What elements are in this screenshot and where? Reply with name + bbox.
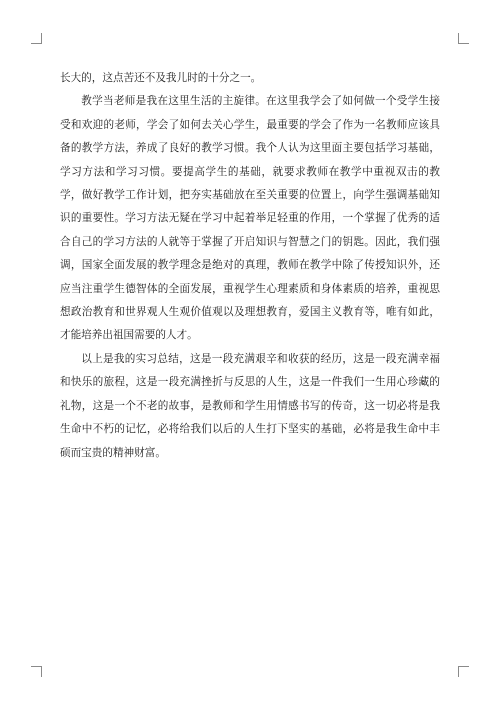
crop-mark-top-right <box>458 33 469 44</box>
paragraph-continuation: 长大的，这点苦还不及我儿时的十分之一。 <box>60 72 262 84</box>
paragraph-summary: 以上是我的实习总结，这是一段充满艰辛和收获的经历，这是一段充满幸福和快乐的旅程，这是一段充满挫折与反思的人生，这是一件我们一生用心珍藏的礼物，这是一个不老的故事，是教师和学生用情感书写的传奇，这一切必将是我生命中不朽的记忆，必将给我们以后的人生打下坚实的基础，必将是我生命中丰硕而宝贵的精神财富。 <box>60 352 440 459</box>
document-body <box>60 67 440 465</box>
crop-mark-bottom-left <box>31 666 42 677</box>
paragraph-teaching: 教学当老师是我在这里生活的主旋律。在这里我学会了如何做一个受学生接受和欢迎的老师，学会了如何去关心学生，最重要的学会了作为一名教师应该具备的教学方法，养成了良好的教学习惯。我个人认为这里面主要包括学习基础，学习方法和学习习惯。要提高学生的基础，就要求教师在教学中重视双击的教学，做好教学工作计划，把夯实基础放在至关重要的位置上，向学生强调基础知识的重要性。学习方法无疑在学习中起着举足轻重的作用，一个掌握了优秀的适合自己的学习方法的人就等于掌握了开启知识与智慧之门的钥匙。因此，我们强调，国家全面发展的教学理念是绝对的真理，教师在教学中除了传授知识外，还应当注重学生德智体的全面发展，重视学生心理素质和身体素质的培养，重视思想政治教育和世界观人生观价值观以及理想教育，爱国主义教育等，唯有如此，才能培养出祖国需要的人才。 <box>60 95 440 342</box>
crop-mark-bottom-right <box>458 666 469 677</box>
crop-mark-top-left <box>31 33 42 44</box>
